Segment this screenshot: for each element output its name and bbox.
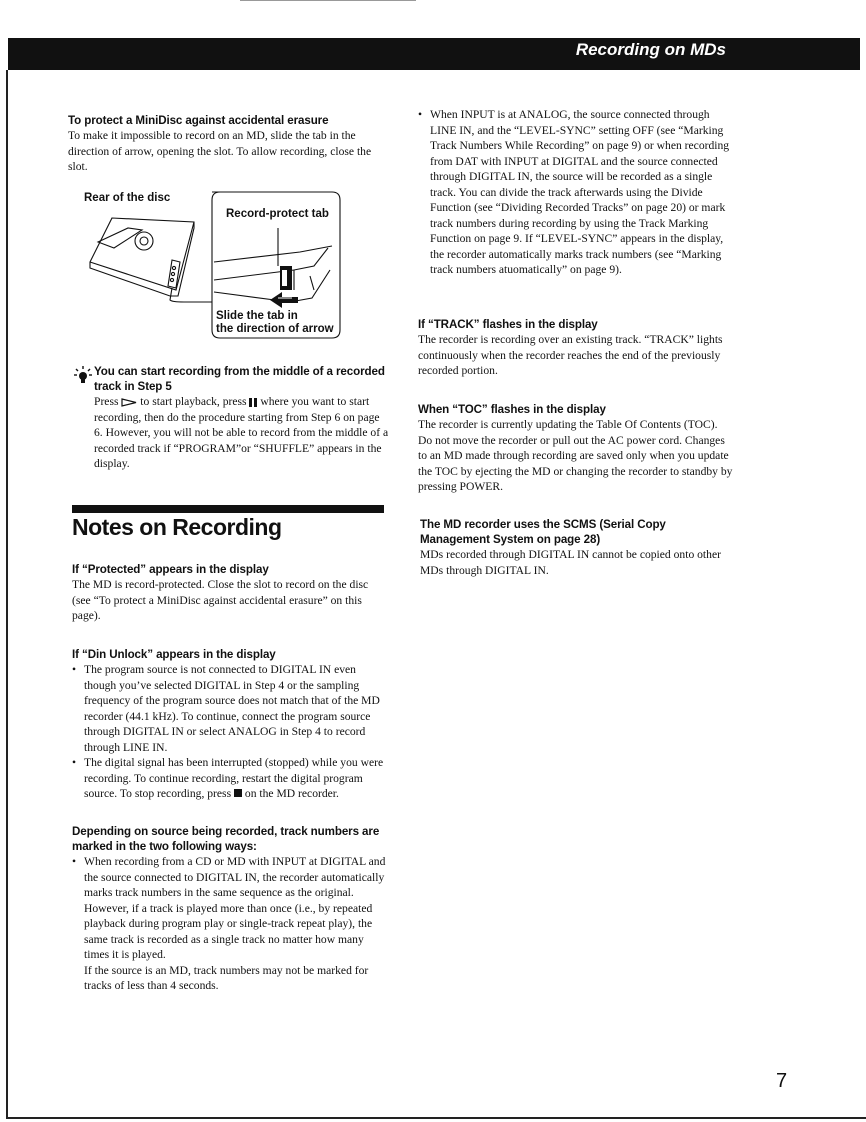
slide-tab-line-2: the direction of arrow — [216, 323, 334, 335]
protected-body: The MD is record-protected. Close the slot to record on the disc (see “To protect a MiniDisc against accidental erasure” on this page). — [72, 578, 369, 622]
track-body: The recorder is recording over an existing track. “TRACK” lights continuously when the recorder reaches the end of the previously recorded portion. — [418, 333, 723, 377]
din-bullet-2-part-1: The digital signal has been interrupted (stopped) while you were recording. To continue recording, restart the digital program source. To stop recording, press — [84, 756, 384, 800]
slide-tab-label — [216, 310, 334, 336]
disc-figure — [84, 190, 384, 340]
header-bar — [8, 38, 860, 70]
pause-symbol-icon — [249, 394, 257, 410]
bottom-page-edge — [6, 1117, 866, 1119]
analog-bullet: • When INPUT is at ANALOG, the source connected through LINE IN, and the “LEVEL-SYNC” setting OFF (see “Marking Track Numbers While Recording” on page 9) or when recording from DAT with INPUT at DIGITAL and the source connected through DIGITAL IN, the source will be recorded as a single track. You can divide the track afterwards using the Divide Function (see “Dividing Recorded Tracks” on page 20) or mark track numbers during recording by using the Track Marking Function on page 9. If “LEVEL-SYNC” appears in the display, the recorder automatically marks track numbers (see “Marking track numbers atuomatically” on page 9). — [418, 107, 734, 278]
din-bullet-2-part-2: on the MD recorder. — [244, 787, 339, 800]
tip-body-part-2: to start playback, press — [140, 395, 247, 408]
slide-tab-line-1: Slide the tab in — [216, 310, 298, 322]
tip-body — [74, 394, 390, 472]
scms-section — [420, 517, 736, 578]
protect-heading: To protect a MiniDisc against accidental erasure — [68, 114, 329, 127]
toc-section — [418, 402, 734, 495]
track-heading: If “TRACK” flashes in the display — [418, 318, 598, 331]
tip-heading: You can start recording from the middle of a recorded track in Step 5 — [94, 365, 385, 393]
notes-rule — [72, 505, 384, 513]
rear-of-disc-label: Rear of the disc — [84, 192, 171, 204]
protected-heading: If “Protected” appears in the display — [72, 563, 269, 576]
depending-heading: Depending on source being recorded, track numbers are marked in the two following ways: — [72, 825, 380, 853]
toc-heading: When “TOC” flashes in the display — [418, 403, 606, 416]
scms-heading: The MD recorder uses the SCMS (Serial Copy Management System on page 28) — [420, 518, 666, 546]
top-rule — [240, 0, 416, 1]
analog-bullet-section — [418, 107, 734, 278]
tip-section — [74, 364, 390, 472]
depending-sub-note: If the source is an MD, track numbers may not be marked for tracks of less than 4 seconds. — [84, 963, 369, 992]
din-unlock-heading: If “Din Unlock” appears in the display — [72, 648, 276, 661]
scms-body: MDs recorded through DIGITAL IN cannot be copied onto other MDs through DIGITAL IN. — [420, 548, 721, 577]
depending-bullet-1: • When recording from a CD or MD with INPUT at DIGITAL and the source connected to DIGITAL IN, the recorder automatically marks track numbers in the same sequence as the original. However, if a track is played more than once (i.e., by repeated playback during program play or single-track repeat play), the same track is recorded as a single track no matter how many times it is played. — [72, 854, 390, 963]
page-number: 7 — [776, 1070, 788, 1092]
tip-lightbulb-icon — [74, 366, 92, 384]
protect-body: To make it impossible to record on an MD, slide the tab in the direction of arrow, opening the slot. To allow recording, close the slot. — [68, 129, 372, 173]
protect-section — [68, 113, 388, 175]
section-title: Recording on MDs — [575, 40, 726, 59]
depending-section — [72, 824, 390, 994]
protected-section — [72, 562, 388, 624]
din-bullet-2 — [72, 755, 388, 802]
play-symbol-icon — [121, 394, 137, 410]
notes-title: Notes on Recording — [72, 514, 282, 540]
tip-body-part-1: Press — [94, 395, 119, 408]
toc-body: The recorder is currently updating the Table Of Contents (TOC). Do not move the recorder or pull out the AC power cord. Changes to an MD made through recording are saved only when you update the TOC by ejecting the MD or changing the recorder to standby by pressing POWER. — [418, 418, 733, 493]
record-protect-tab-label: Record-protect tab — [226, 208, 329, 220]
tip-body-part-3: where you want to start recording, then do the procedure starting from Step 6 on page 6. However, you will not be able to record from the middle of a recorded track if “PROGRAM”or “SHUFFLE” appears in the display. — [94, 395, 389, 470]
stop-symbol-icon — [234, 789, 242, 797]
left-page-edge — [6, 70, 8, 1118]
din-bullet-1: • The program source is not connected to DIGITAL IN even though you’ve selected DIGITAL in Step 4 or the sampling frequency of the program source does not match that of the MD recorder (44.1 kHz). To continue, connect the program source through DIGITAL IN or select ANALOG in Step 4 to record through LINE IN. — [72, 662, 388, 755]
track-section — [418, 317, 734, 379]
din-unlock-section — [72, 647, 388, 802]
